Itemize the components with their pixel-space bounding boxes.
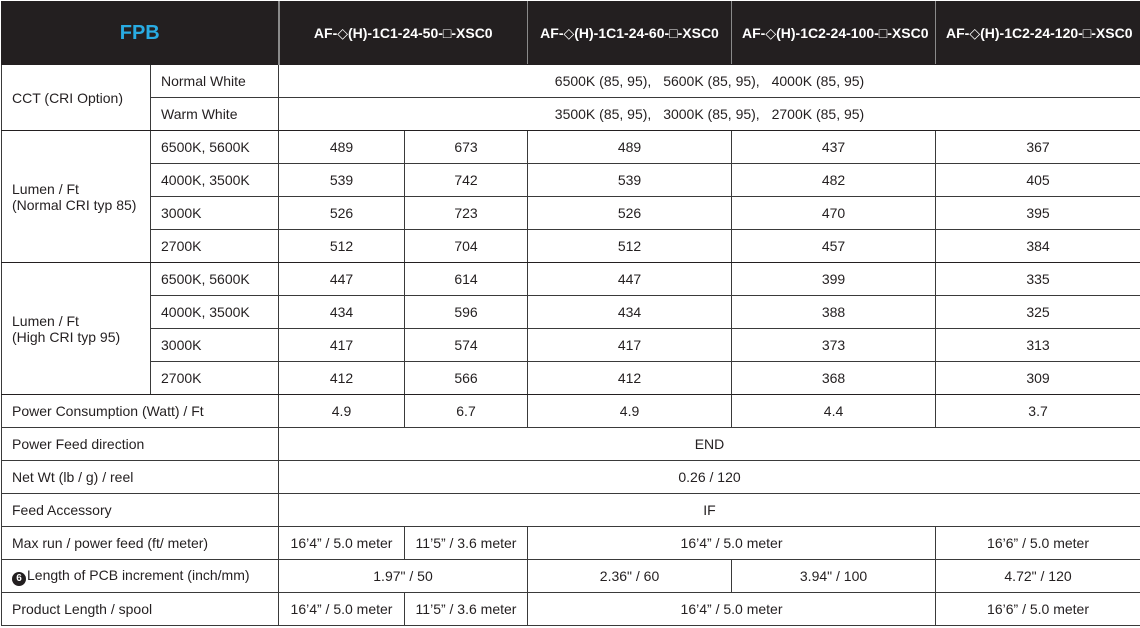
lumen-value: 470: [732, 197, 936, 230]
lumen-high-label: [2, 263, 151, 395]
cct-value: 4000K (85, 95): [772, 73, 865, 89]
lumen-value: 539: [279, 164, 405, 197]
lumen-value: 434: [528, 296, 732, 329]
lumen-value: 704: [405, 230, 528, 263]
lumen-value: 512: [528, 230, 732, 263]
lumen-value: 373: [732, 329, 936, 362]
cct-label: CCT (CRI Option): [2, 65, 151, 131]
pcb-increment-value: 2.36" / 60: [528, 560, 732, 593]
max-run-value: 16’4” / 5.0 meter: [528, 527, 936, 560]
cct-name: 4000K, 3500K: [151, 164, 279, 197]
power-value: 3.7: [936, 395, 1140, 428]
max-run-value: 16’4” / 5.0 meter: [279, 527, 405, 560]
max-run-value: 11’5” / 3.6 meter: [405, 527, 528, 560]
cct-name: 6500K, 5600K: [151, 263, 279, 296]
model-header-3: AF-◇(H)-1C2-24-100-□-XSC0: [732, 2, 936, 65]
cct-row-warm: [2, 98, 1140, 131]
lumen-label-line: Lumen / Ft: [12, 181, 79, 197]
lumen-value: 566: [405, 362, 528, 395]
product-length-row: [2, 593, 1140, 626]
cct-name: 6500K, 5600K: [151, 131, 279, 164]
lumen-value: 742: [405, 164, 528, 197]
lumen-value: 412: [528, 362, 732, 395]
cct-name: 2700K: [151, 230, 279, 263]
lumen-value: 412: [279, 362, 405, 395]
power-value: 6.7: [405, 395, 528, 428]
product-length-value: 16’4” / 5.0 meter: [279, 593, 405, 626]
lumen-value: 457: [732, 230, 936, 263]
net-weight-row: [2, 461, 1140, 494]
lumen-value: 325: [936, 296, 1140, 329]
cct-name: 2700K: [151, 362, 279, 395]
lumen-normal-row: [2, 197, 1140, 230]
max-run-label: Max run / power feed (ft/ meter): [2, 527, 279, 560]
feed-direction-row: [2, 428, 1140, 461]
feed-direction-label: Power Feed direction: [2, 428, 279, 461]
max-run-value: 16’6” / 5.0 meter: [936, 527, 1140, 560]
product-length-label: Product Length / spool: [2, 593, 279, 626]
lumen-value: 447: [528, 263, 732, 296]
net-weight-value: 0.26 / 120: [279, 461, 1140, 494]
lumen-value: 489: [528, 131, 732, 164]
feed-accessory-row: [2, 494, 1140, 527]
max-run-row: [2, 527, 1140, 560]
pcb-increment-label-cell: [2, 560, 279, 593]
lumen-value: 574: [405, 329, 528, 362]
cct-value: 6500K (85, 95),: [555, 73, 652, 89]
feed-direction-value: END: [279, 428, 1140, 461]
lumen-normal-label: [2, 131, 151, 263]
cct-option-name: Warm White: [151, 98, 279, 131]
product-length-value: 16’4” / 5.0 meter: [528, 593, 936, 626]
lumen-high-row: [2, 329, 1140, 362]
footnote-marker: 6: [12, 572, 26, 586]
lumen-normal-row: [2, 131, 1140, 164]
lumen-value: 526: [528, 197, 732, 230]
lumen-value: 388: [732, 296, 936, 329]
power-row: [2, 395, 1140, 428]
net-weight-label: Net Wt (lb / g) / reel: [2, 461, 279, 494]
cct-name: 3000K: [151, 329, 279, 362]
brand-title: FPB: [2, 2, 279, 65]
lumen-value: 367: [936, 131, 1140, 164]
cct-value: 5600K (85, 95),: [663, 73, 760, 89]
lumen-value: 384: [936, 230, 1140, 263]
product-length-value: 16’6” / 5.0 meter: [936, 593, 1140, 626]
cct-option-name: Normal White: [151, 65, 279, 98]
spec-table: [1, 1, 1140, 626]
cct-value: 3000K (85, 95),: [663, 106, 760, 122]
power-value: 4.9: [279, 395, 405, 428]
lumen-high-row: [2, 263, 1140, 296]
lumen-value: 399: [732, 263, 936, 296]
cct-row-normal: [2, 65, 1140, 98]
lumen-value: 673: [405, 131, 528, 164]
lumen-label-line: (Normal CRI typ 85): [12, 197, 136, 213]
lumen-value: 313: [936, 329, 1140, 362]
lumen-value: 417: [279, 329, 405, 362]
lumen-high-row: [2, 362, 1140, 395]
feed-accessory-label: Feed Accessory: [2, 494, 279, 527]
lumen-value: 539: [528, 164, 732, 197]
lumen-value: 309: [936, 362, 1140, 395]
lumen-value: 723: [405, 197, 528, 230]
cct-option-values: [279, 98, 1140, 131]
lumen-value: 395: [936, 197, 1140, 230]
lumen-value: 526: [279, 197, 405, 230]
product-length-value: 11’5” / 3.6 meter: [405, 593, 528, 626]
lumen-normal-row: [2, 164, 1140, 197]
model-header-2: AF-◇(H)-1C1-24-60-□-XSC0: [528, 2, 732, 65]
lumen-value: 434: [279, 296, 405, 329]
lumen-value: 512: [279, 230, 405, 263]
cct-name: 4000K, 3500K: [151, 296, 279, 329]
model-header-1: AF-◇(H)-1C1-24-50-□-XSC0: [279, 2, 528, 65]
cct-value: 2700K (85, 95): [772, 106, 865, 122]
lumen-value: 437: [732, 131, 936, 164]
pcb-increment-row: [2, 560, 1140, 593]
pcb-increment-value: 3.94" / 100: [732, 560, 936, 593]
model-header-4: AF-◇(H)-1C2-24-120-□-XSC0: [936, 2, 1140, 65]
cct-option-values: [279, 65, 1140, 98]
lumen-value: 596: [405, 296, 528, 329]
lumen-value: 482: [732, 164, 936, 197]
power-value: 4.4: [732, 395, 936, 428]
pcb-increment-label: Length of PCB increment (inch/mm): [27, 567, 250, 583]
lumen-value: 405: [936, 164, 1140, 197]
lumen-value: 489: [279, 131, 405, 164]
lumen-value: 335: [936, 263, 1140, 296]
pcb-increment-value: 1.97" / 50: [279, 560, 528, 593]
lumen-value: 417: [528, 329, 732, 362]
header-row: [2, 2, 1140, 65]
lumen-value: 368: [732, 362, 936, 395]
lumen-value: 447: [279, 263, 405, 296]
lumen-label-line: (High CRI typ 95): [12, 329, 120, 345]
pcb-increment-value: 4.72" / 120: [936, 560, 1140, 593]
power-value: 4.9: [528, 395, 732, 428]
cct-name: 3000K: [151, 197, 279, 230]
lumen-value: 614: [405, 263, 528, 296]
cct-value: 3500K (85, 95),: [555, 106, 652, 122]
power-label: Power Consumption (Watt) / Ft: [2, 395, 279, 428]
lumen-normal-row: [2, 230, 1140, 263]
feed-accessory-value: IF: [279, 494, 1140, 527]
lumen-high-row: [2, 296, 1140, 329]
lumen-label-line: Lumen / Ft: [12, 313, 79, 329]
